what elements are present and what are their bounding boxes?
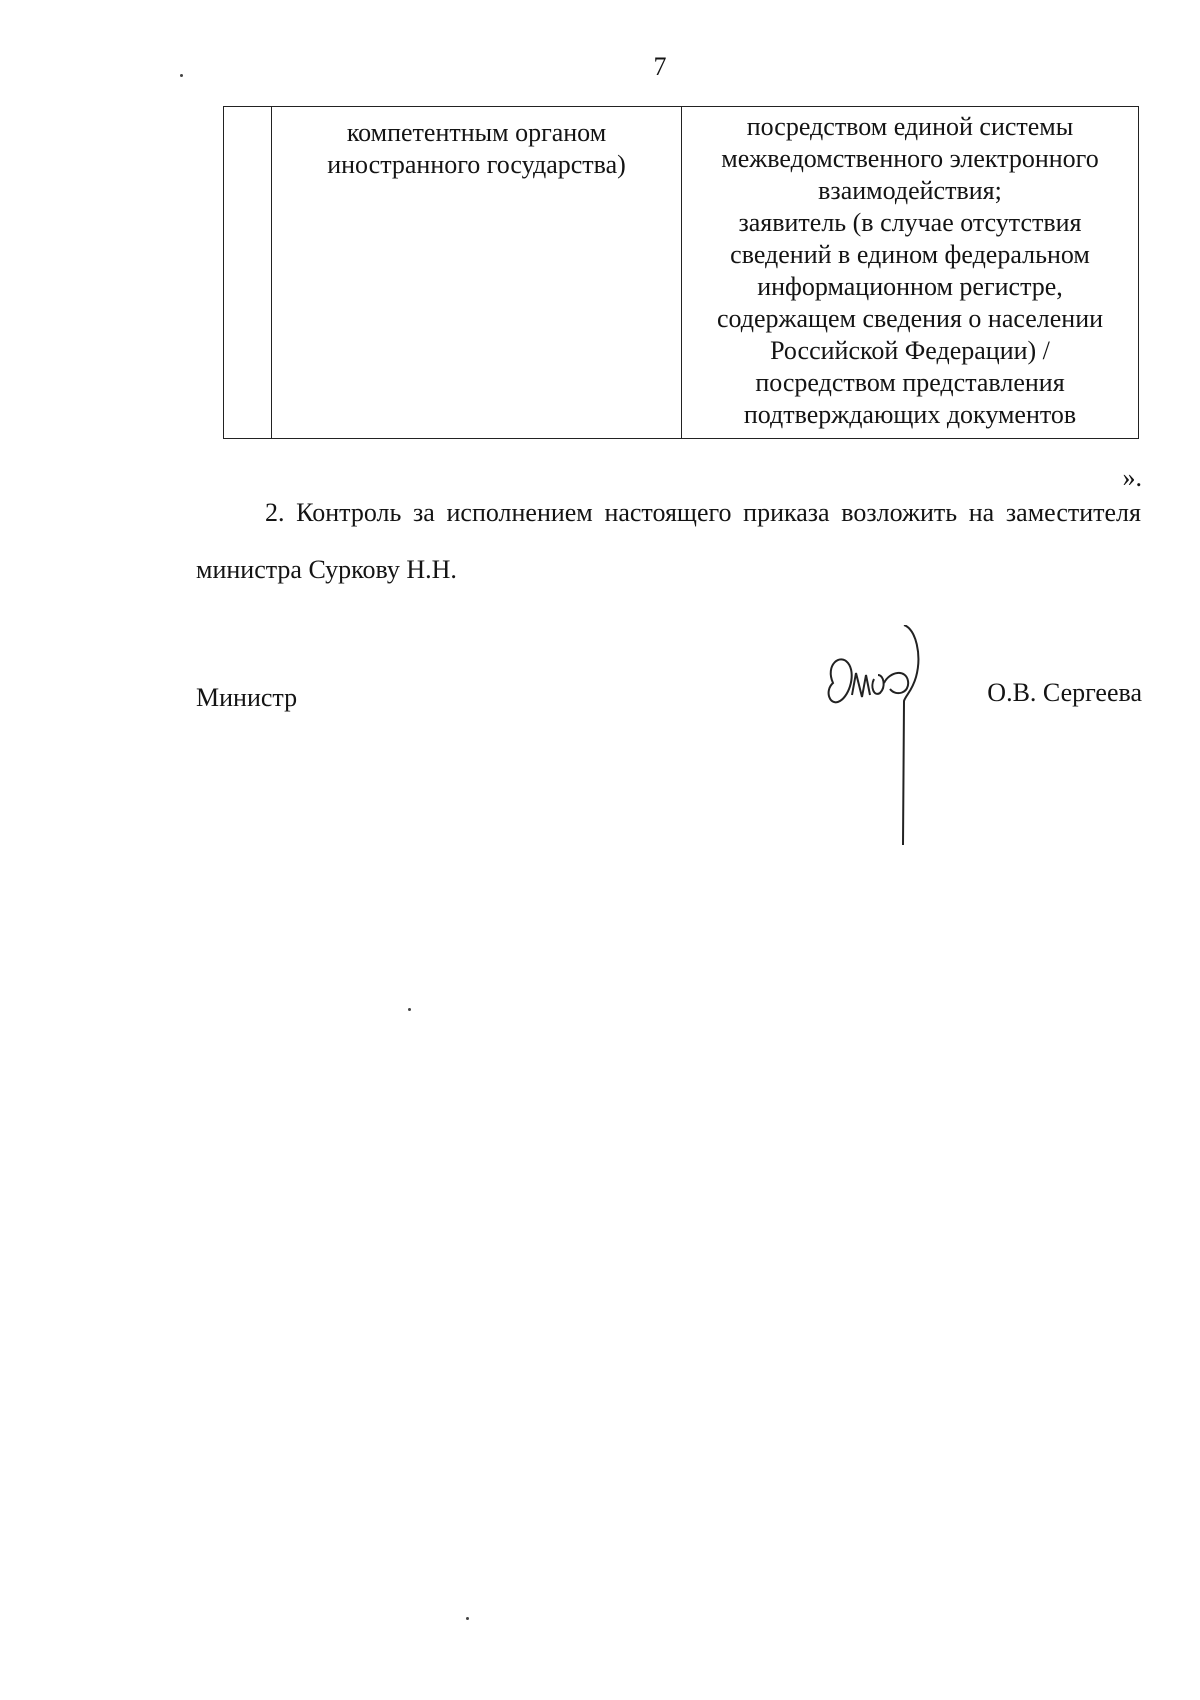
- table-row: [224, 107, 1139, 439]
- table-cell-source-text: компетентным органом иностранного государства): [327, 118, 626, 179]
- continuation-table: [223, 106, 1139, 439]
- scan-artifact-dot: [180, 74, 183, 77]
- handwritten-signature: [820, 625, 940, 845]
- scan-artifact-dot: [466, 1617, 469, 1620]
- table-cell-method-text: посредством единой системы межведомственного электронного взаимодействия; заявитель (в случае отсутствия сведений в едином федеральном информационном регистре, содержащем сведения о населении Российской Федерации) / посредством представления подтверждающих документов: [716, 112, 1104, 429]
- page-number: 7: [653, 52, 667, 81]
- scan-artifact-dot: [408, 1008, 411, 1011]
- closing-quote: ».: [1122, 463, 1142, 492]
- table-cell-source: [272, 107, 682, 439]
- signatory-name: О.В. Сергеева: [987, 678, 1142, 707]
- table-cell-number: [224, 107, 272, 439]
- body-paragraph: 2. Контроль за исполнением настоящего приказа возложить на заместителя министра Суркову Н.Н.: [196, 498, 1141, 584]
- signatory-position: Министр: [196, 683, 298, 712]
- table-cell-method: [682, 107, 1139, 439]
